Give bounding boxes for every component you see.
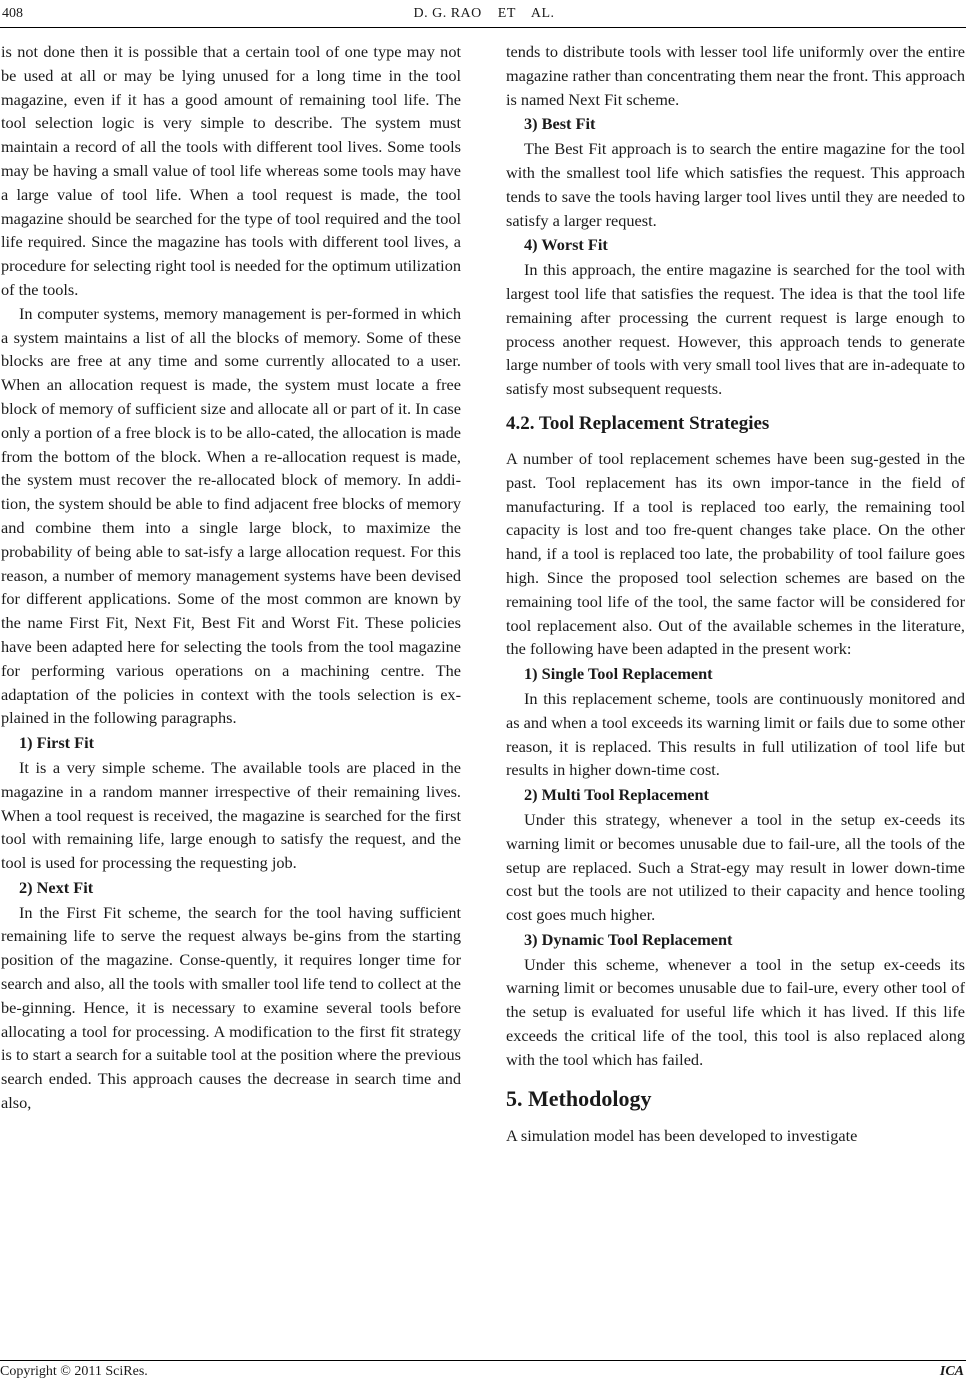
- running-head: D. G. RAO ET AL.: [413, 6, 555, 21]
- right-column: [506, 40, 965, 1147]
- subheading-single-tool: 1) Single Tool Replacement: [524, 664, 713, 684]
- paragraph-multi-tool: Under this strategy, whenever a tool in the setup ex-ceeds its warning limit or becomes unusable due to fail-ure, all the tools of the setup are replaced. Such a Strat-egy may result in lower down-time cost but the tools are not utilized to their capacity and hence tooling cost goes much higher.: [506, 809, 965, 925]
- paragraph-tool-replacement: A number of tool replacement schemes have been sug-gested in the past. Tool replacement has its own impor-tance in the field of manufacturing. If a tool is replaced too early, the remaining tool capacity is lost and too fre-quent changes take place. On the other hand, if a tool is replaced too late, the probability of tool failure goes high. Since the proposed tool selection schemes are based on the remaining tool life of the tool, the same factor will be considered for tool replacement also. Out of the available schemes in the literature, the following have been adapted in the present work:: [506, 448, 965, 659]
- subheading-worst-fit: 4) Worst Fit: [524, 235, 608, 255]
- paragraph-first-fit: It is a very simple scheme. The available tools are placed in the magazine in a random manner irrespective of their remaining lives. When a tool request is received, the magazine is searched for the first tool with remaining life, large enough to satisfy the request, and the tool is used for processing the requesting job.: [1, 757, 461, 873]
- footer-copyright: Copyright © 2011 SciRes.: [0, 1364, 148, 1379]
- paragraph-next-fit-continued: tends to distribute tools with lesser tool life uniformly over the entire magazine rather than concentrating them near the front. This approach is named Next Fit scheme.: [506, 42, 965, 109]
- paragraph-single-tool: In this replacement scheme, tools are continuously monitored and as and when a tool exceeds its warning limit or fails due to some other reason, it is replaced. This results in full utilization of tool life but results in higher down-time cost.: [506, 688, 965, 780]
- paragraph-memory-management: In computer systems, memory management is per-formed in which a system maintains a list of all the blocks of memory. Some of these blocks are free at any time and some currently allocated to a user. When an allocation request is made, the system must locate a free block of memory of sufficient size and allocate all or part of it. In case only a portion of a free block is to be allo-cated, the allocation is made from the bottom of the block. When a re-allocation request is made, the system must recover the re-allocated block of memory. In addi-tion, the system should be able to find adjacent free blocks of memory and combine them into a single large block, to maximize the probability of being able to sat-isfy a large allocation request. For this reason, a number of memory management systems have been devised for different applications. Some of the most common are known by the name First Fit, Next Fit, Best Fit and Worst Fit. These policies have been adapted here for selecting the tools from the tool magazine for performing various operations on a machining centre. The adaptation of the policies in context with the tools selection is ex-plained in the following paragraphs.: [1, 303, 461, 728]
- paragraph-best-fit: The Best Fit approach is to search the entire magazine for the tool with the smallest tool life which satisfies the request. This approach tends to save the tools having larger tool lives until they are needed to satisfy a larger request.: [506, 139, 965, 230]
- footer-rule: [0, 1360, 966, 1361]
- subheading-best-fit: 3) Best Fit: [524, 114, 596, 134]
- paragraph-dynamic-tool: Under this scheme, whenever a tool in the setup ex-ceeds its warning limit or becomes unusable due to fail-ure, every other tool of the setup is evaluated for useful life which it has lived. If this life exceeds the critical life of the tool, this tool is also replaced along with the tool which has failed.: [506, 954, 965, 1069]
- subheading-first-fit: 1) First Fit: [19, 733, 95, 753]
- paragraph-continued: is not done then it is possible that a certain tool of one type may not be used at all or may be lying unused for a long time in the tool magazine, even if it has a good amount of remaining tool life. The tool selection logic is very simple to describe. The system must maintain a record of all the tools with different tool lives. Some tools may be having a small value of tool life whereas some tools may have a large value of tool life. When a tool request is made, the tool magazine should be searched for the type of tool required and the tool life required. Since the magazine has tools with different tool lives, a procedure for selecting right tool is needed for the optimum utilization of the tools.: [1, 42, 461, 299]
- paragraph-methodology: A simulation model has been developed to investigate: [506, 1125, 858, 1145]
- header-rule: [0, 27, 966, 28]
- paragraph-next-fit: In the First Fit scheme, the search for the tool having sufficient remaining life to serve the request always be-gins from the starting position of the magazine. Conse-quently, it requires longer time for search and also, all the tools with smaller tool life tend to collect at the be-ginning. Hence, it is necessary to examine several tools before allocating a tool for processing. A modification to the first fit strategy is to start a search for a suitable tool at the position where the previous search ended. This approach causes the decrease in search time and also,: [1, 902, 461, 1113]
- section-heading-tool-replacement: 4.2. Tool Replacement Strategies: [506, 412, 770, 434]
- section-heading-methodology: 5. Methodology: [506, 1085, 652, 1111]
- subheading-multi-tool: 2) Multi Tool Replacement: [524, 785, 709, 805]
- subheading-next-fit: 2) Next Fit: [19, 877, 94, 897]
- paragraph-worst-fit: In this approach, the entire magazine is searched for the tool with largest tool life that satisfies the request. The idea is that the tool life remaining after processing the current request is large enough to process another request. However, this approach tends to generate large number of tools with very small tool lives that are in-adequate to satisfy most subsequent requests.: [506, 260, 965, 399]
- footer-journal: ICA: [939, 1364, 964, 1379]
- left-column: [1, 40, 461, 1115]
- subheading-dynamic-tool: 3) Dynamic Tool Replacement: [524, 929, 733, 949]
- page-number: 408: [2, 6, 23, 21]
